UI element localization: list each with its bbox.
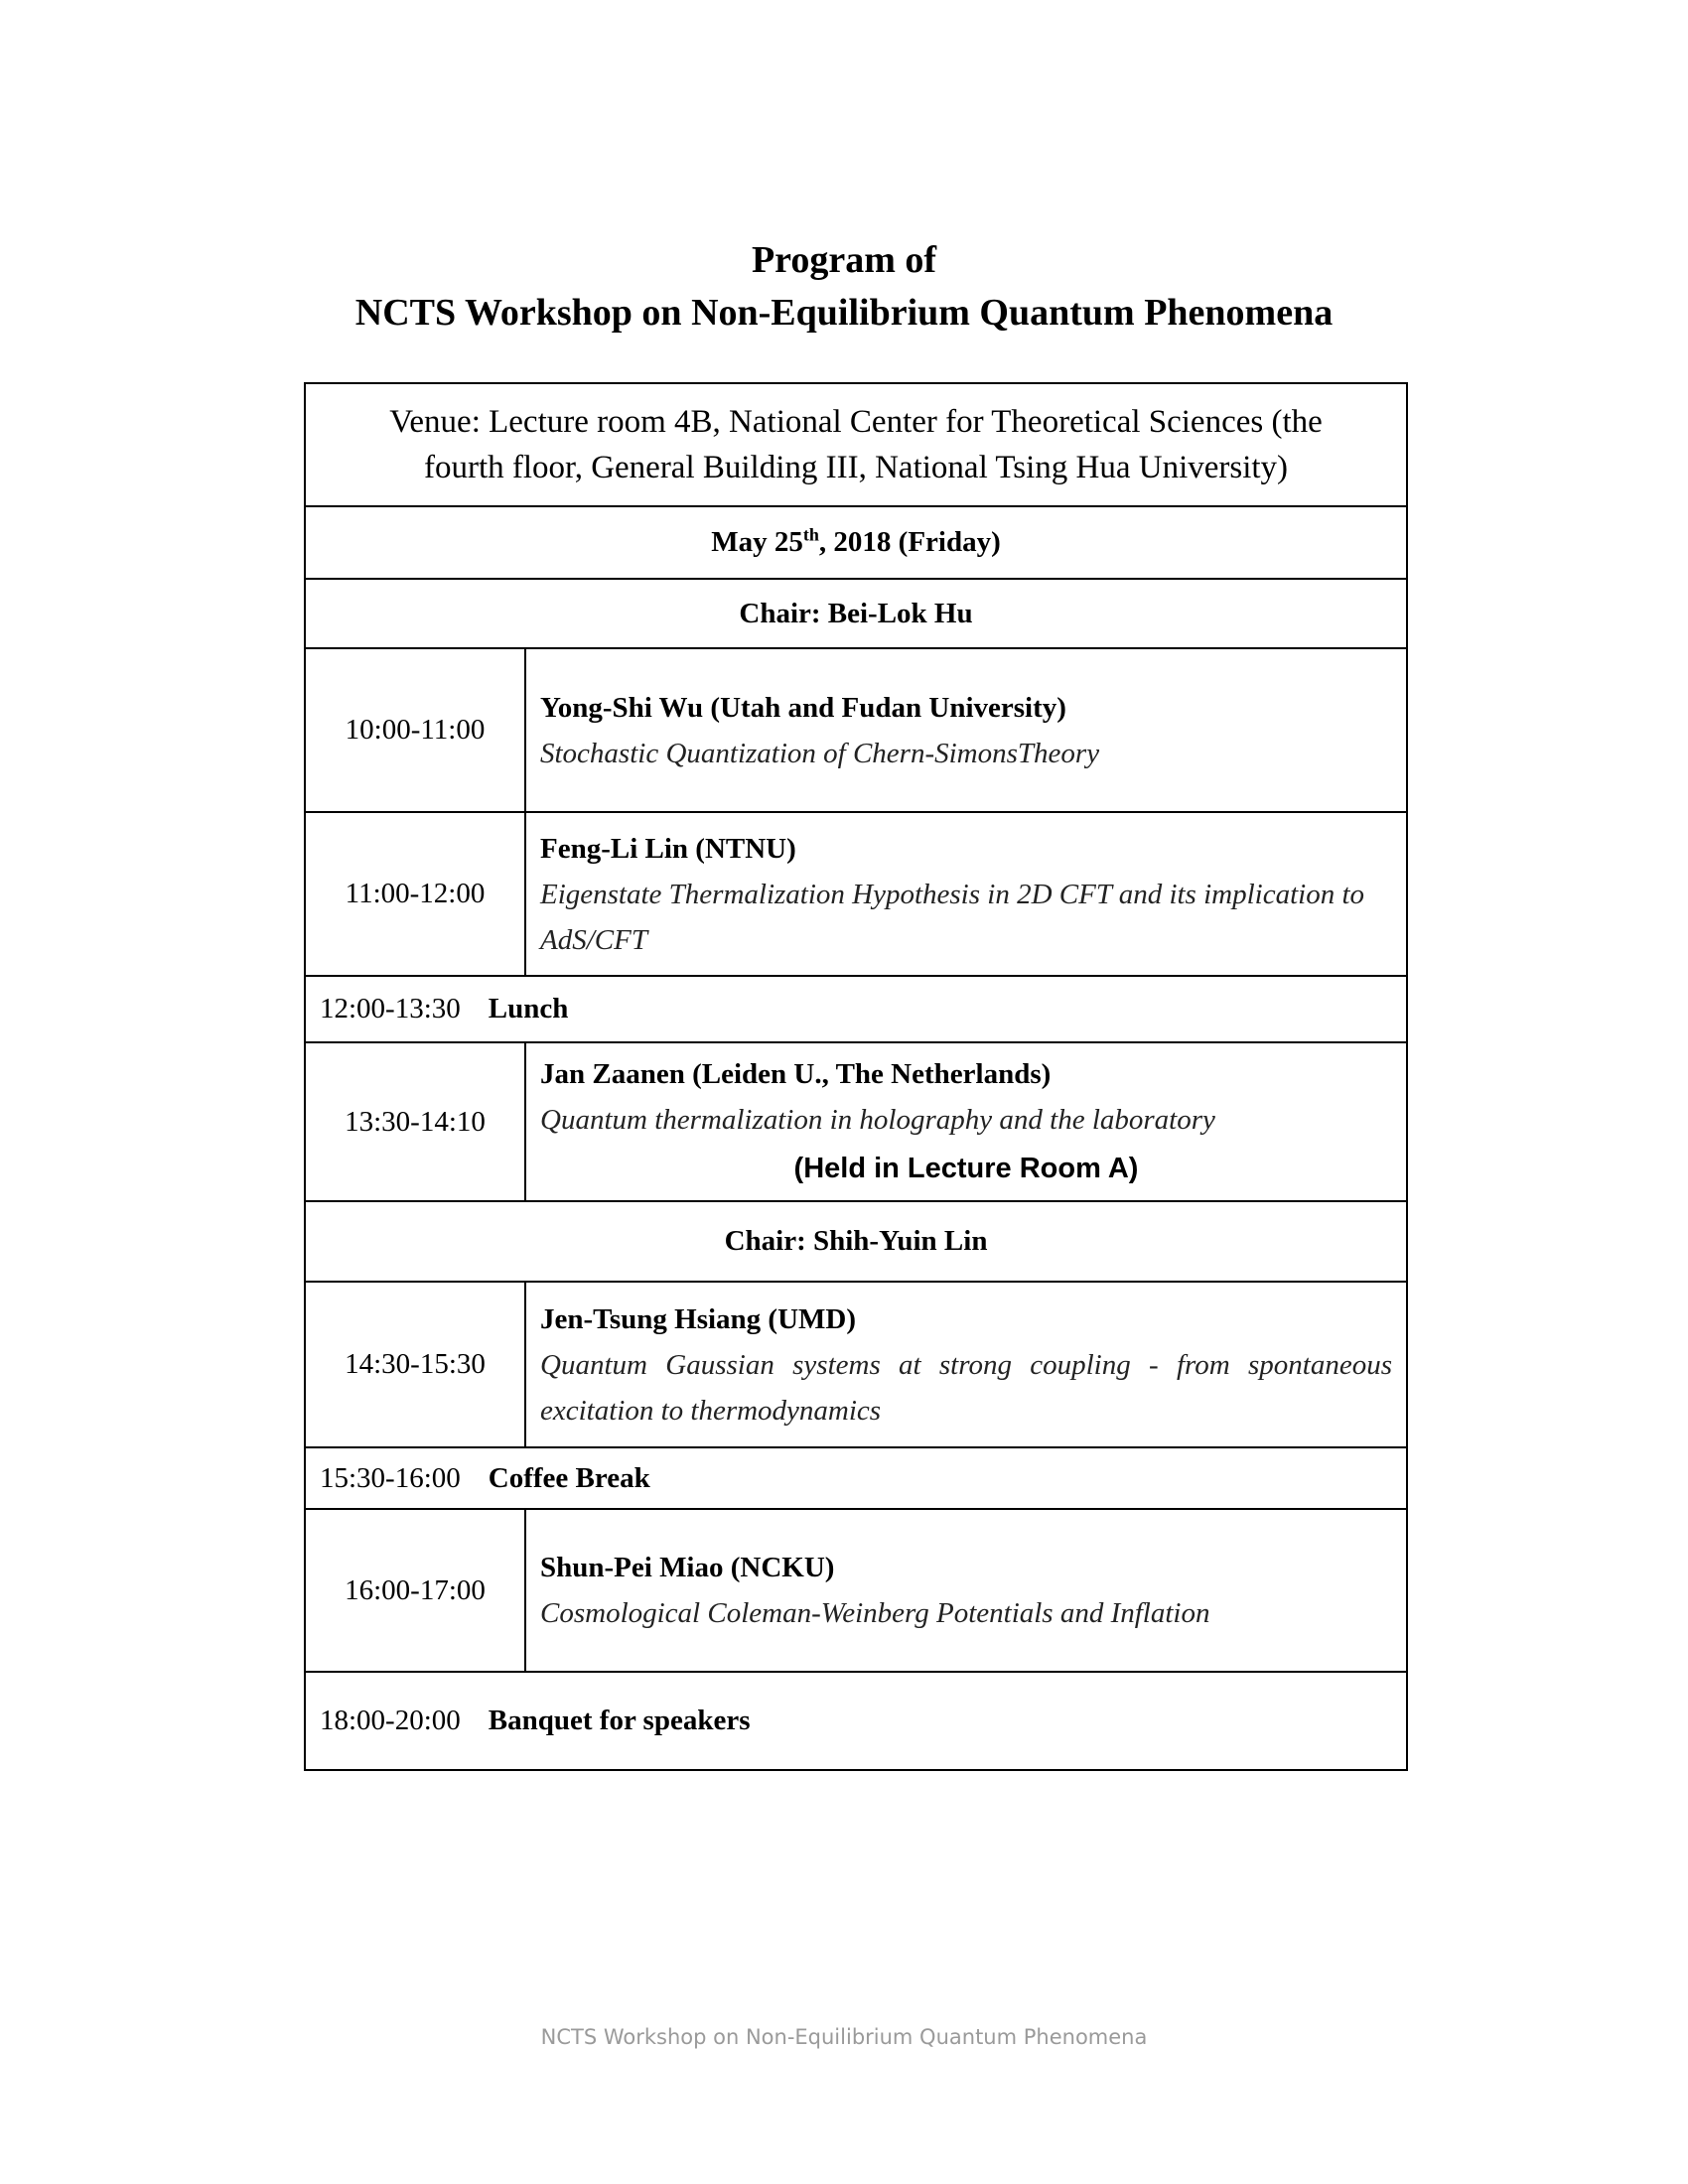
talk-details bbox=[525, 812, 1407, 976]
banquet-cell bbox=[305, 1672, 1407, 1770]
talk-title: Quantum Gaussian systems at strong coupling - from spontaneous excitation to thermodynamics bbox=[540, 1348, 1393, 1427]
break-time: 12:00-13:30 bbox=[320, 993, 461, 1024]
talk-title: Quantum thermalization in holography and the laboratory bbox=[540, 1104, 1215, 1136]
banquet-label: Banquet for speakers bbox=[488, 1705, 751, 1736]
talk-speaker: Jan Zaanen (Leiden U., The Netherlands) bbox=[540, 1058, 1052, 1090]
date-row bbox=[305, 506, 1407, 579]
break-row bbox=[305, 1447, 1407, 1509]
banquet-row bbox=[305, 1672, 1407, 1770]
table-row bbox=[305, 648, 1407, 812]
break-label: Lunch bbox=[488, 993, 569, 1024]
chair-row bbox=[305, 579, 1407, 648]
talk-speaker: Yong-Shi Wu (Utah and Fudan University) bbox=[540, 691, 1066, 724]
talk-time: 14:30-15:30 bbox=[305, 1282, 525, 1447]
talk-speaker: Jen-Tsung Hsiang (UMD) bbox=[540, 1302, 856, 1335]
break-cell bbox=[305, 1447, 1407, 1509]
date-suffix: , 2018 (Friday) bbox=[818, 526, 1001, 558]
date-superscript: th bbox=[802, 524, 819, 545]
chair-row bbox=[305, 1201, 1407, 1282]
talk-speaker: Feng-Li Lin (NTNU) bbox=[540, 832, 796, 865]
venue-row bbox=[305, 383, 1407, 506]
talk-details bbox=[525, 1042, 1407, 1201]
venue-line-1: Venue: Lecture room 4B, National Center for Theoretical Sciences (the bbox=[389, 404, 1323, 440]
break-row bbox=[305, 976, 1407, 1042]
date-cell bbox=[305, 506, 1407, 579]
venue-line-2: fourth floor, General Building III, National Tsing Hua University) bbox=[423, 450, 1289, 485]
page-title bbox=[0, 234, 1688, 340]
page-footer: NCTS Workshop on Non-Equilibrium Quantum Phenomena bbox=[540, 2025, 1148, 2049]
table-row bbox=[305, 812, 1407, 976]
program-table bbox=[304, 382, 1408, 1771]
break-label: Coffee Break bbox=[488, 1461, 650, 1494]
chair-cell: Chair: Shih-Yuin Lin bbox=[305, 1201, 1407, 1282]
date-prefix: May 25 bbox=[711, 526, 803, 558]
table-row bbox=[305, 1282, 1407, 1447]
talk-details bbox=[525, 1509, 1407, 1672]
venue-notice: (Held in Lecture Room A) bbox=[793, 1153, 1139, 1184]
talk-time: 11:00-12:00 bbox=[305, 812, 525, 976]
table-row bbox=[305, 1509, 1407, 1672]
talk-speaker: Shun-Pei Miao (NCKU) bbox=[540, 1552, 835, 1583]
talk-details bbox=[525, 1282, 1407, 1447]
venue-cell bbox=[305, 383, 1407, 506]
talk-title: Eigenstate Thermalization Hypothesis in 2D CFT and its implication to AdS/CFT bbox=[540, 878, 1364, 956]
talk-title: Stochastic Quantization of Chern-SimonsTheory bbox=[540, 737, 1100, 769]
talk-details bbox=[525, 648, 1407, 812]
talk-time: 10:00-11:00 bbox=[305, 648, 525, 812]
title-line-1: Program of bbox=[751, 239, 937, 281]
chair-cell: Chair: Bei-Lok Hu bbox=[305, 579, 1407, 648]
talk-title: Cosmological Coleman-Weinberg Potentials and Inflation bbox=[540, 1597, 1210, 1629]
talk-time: 16:00-17:00 bbox=[305, 1509, 525, 1672]
break-time: 15:30-16:00 bbox=[320, 1461, 461, 1494]
banquet-time: 18:00-20:00 bbox=[320, 1705, 461, 1736]
break-cell bbox=[305, 976, 1407, 1042]
table-row bbox=[305, 1042, 1407, 1201]
talk-time: 13:30-14:10 bbox=[305, 1042, 525, 1201]
title-line-2: NCTS Workshop on Non-Equilibrium Quantum Phenomena bbox=[354, 292, 1334, 334]
